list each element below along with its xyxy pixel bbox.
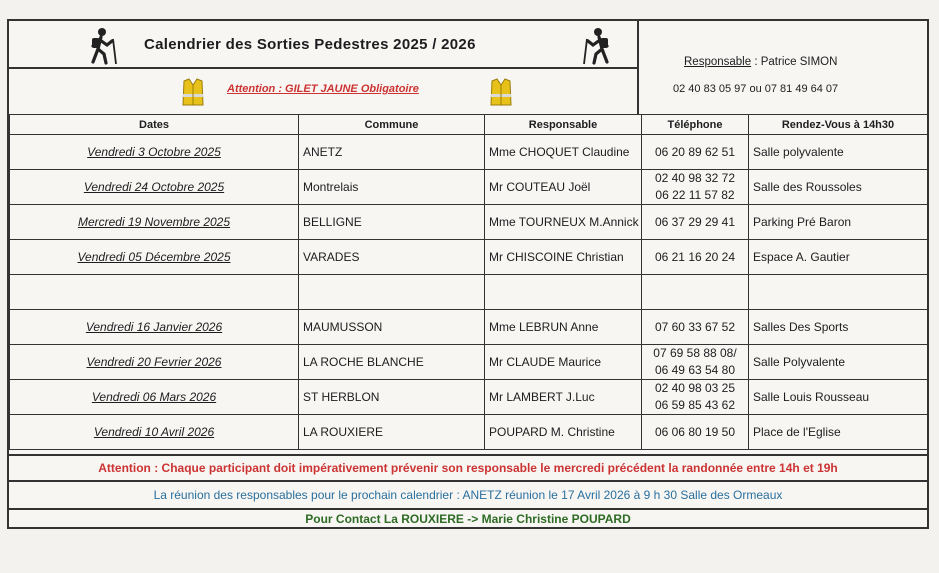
responsable-label: Responsable (684, 56, 752, 68)
col-header-rendez-vous: Rendez-Vous à 14h30 (749, 115, 928, 135)
commune-cell: BELLIGNE (299, 205, 485, 240)
telephone-line: 06 37 29 29 41 (654, 214, 736, 229)
telephone-cell (642, 170, 749, 205)
responsable-cell: Mr COUTEAU Joël (485, 170, 642, 205)
table-row (10, 135, 928, 170)
commune-cell: Montrelais (299, 170, 485, 205)
col-header-dates: Dates (10, 115, 299, 135)
responsable-cell: Mme CHOQUET Claudine (485, 135, 642, 170)
responsable-line (684, 56, 837, 68)
footer-attention: Attention : Chaque participant doit impérativement prévenir son responsable le mercredi précédent la randonnée entre 14h et 19h (9, 454, 927, 480)
rendez-vous-cell: Salle Louis Rousseau (749, 380, 928, 415)
telephone-cell (642, 240, 749, 275)
col-header-telephone: Téléphone (642, 115, 749, 135)
responsable-phone: 02 40 83 05 97 ou 07 81 49 64 07 (673, 83, 839, 95)
table-row (10, 345, 928, 380)
responsable-name: : Patrice SIMON (751, 56, 838, 68)
header-right (639, 21, 927, 114)
telephone-cell (642, 205, 749, 240)
footer-reunion: La réunion des responsables pour le prochain calendrier : ANETZ réunion le 17 Avril 2026 à 9 h 30 Salle des Ormeaux (9, 480, 927, 508)
rendez-vous-cell: Salle des Roussoles (749, 170, 928, 205)
date-cell: Vendredi 06 Mars 2026 (10, 380, 299, 415)
responsable-cell (485, 275, 642, 310)
telephone-cell (642, 135, 749, 170)
table-row (10, 380, 928, 415)
rendez-vous-cell: Salle polyvalente (749, 135, 928, 170)
responsable-cell: Mr CLAUDE Maurice (485, 345, 642, 380)
table-row (10, 415, 928, 450)
telephone-line: 02 40 98 03 25 (654, 381, 736, 395)
rendez-vous-cell: Place de l'Eglise (749, 415, 928, 450)
date-cell: Vendredi 24 Octobre 2025 (10, 170, 299, 205)
table-row (10, 310, 928, 345)
page-title: Calendrier des Sorties Pedestres 2025 / 2026 (144, 36, 476, 53)
telephone-line: 06 20 89 62 51 (654, 144, 736, 159)
responsable-cell: Mme TOURNEUX M.Annick (485, 205, 642, 240)
table-row (10, 240, 928, 275)
telephone-cell (642, 415, 749, 450)
table-header-row (10, 115, 928, 135)
commune-cell: MAUMUSSON (299, 310, 485, 345)
responsable-cell: Mme LEBRUN Anne (485, 310, 642, 345)
date-cell (10, 275, 299, 310)
telephone-cell (642, 345, 749, 380)
rendez-vous-cell: Espace A. Gautier (749, 240, 928, 275)
date-cell: Vendredi 10 Avril 2026 (10, 415, 299, 450)
telephone-line: 02 40 98 32 72 (654, 171, 736, 185)
table-row (10, 205, 928, 240)
date-cell: Vendredi 05 Décembre 2025 (10, 240, 299, 275)
telephone-line: 07 60 33 67 52 (654, 319, 736, 334)
yellow-vest-icon (181, 77, 205, 107)
attention-row (9, 69, 639, 114)
rendez-vous-cell: Parking Pré Baron (749, 205, 928, 240)
calendar-table (9, 114, 928, 450)
attention-text: Attention : GILET JAUNE Obligatoire (227, 83, 419, 95)
col-header-responsable: Responsable (485, 115, 642, 135)
date-cell: Vendredi 16 Janvier 2026 (10, 310, 299, 345)
hiker-icon (87, 27, 119, 65)
rendez-vous-cell: Salle Polyvalente (749, 345, 928, 380)
title-row (9, 21, 639, 69)
telephone-line: 06 59 85 43 62 (654, 398, 736, 412)
date-cell: Vendredi 3 Octobre 2025 (10, 135, 299, 170)
telephone-line: 07 69 58 88 08/ (653, 346, 737, 360)
table-row (10, 170, 928, 205)
date-cell: Vendredi 20 Fevrier 2026 (10, 345, 299, 380)
calendar-sheet (7, 19, 929, 529)
telephone-line: 06 49 63 54 80 (654, 363, 736, 377)
telephone-cell (642, 275, 749, 310)
col-header-commune: Commune (299, 115, 485, 135)
rendez-vous-cell: Salles Des Sports (749, 310, 928, 345)
date-cell: Mercredi 19 Novembre 2025 (10, 205, 299, 240)
telephone-cell (642, 380, 749, 415)
header-left (9, 21, 639, 114)
commune-cell: LA ROUXIERE (299, 415, 485, 450)
telephone-line: 06 06 80 19 50 (654, 424, 736, 439)
telephone-line: 06 21 16 20 24 (654, 249, 736, 264)
commune-cell: ST HERBLON (299, 380, 485, 415)
commune-cell (299, 275, 485, 310)
yellow-vest-icon (489, 77, 513, 107)
commune-cell: LA ROCHE BLANCHE (299, 345, 485, 380)
table-row (10, 275, 928, 310)
responsable-cell: POUPARD M. Christine (485, 415, 642, 450)
telephone-line: 06 22 11 57 82 (655, 188, 735, 202)
hiker-icon (581, 27, 613, 65)
footer-contact: Pour Contact La ROUXIERE -> Marie Christine POUPARD (9, 508, 927, 529)
responsable-cell: Mr LAMBERT J.Luc (485, 380, 642, 415)
rendez-vous-cell (749, 275, 928, 310)
commune-cell: VARADES (299, 240, 485, 275)
telephone-cell (642, 310, 749, 345)
responsable-cell: Mr CHISCOINE Christian (485, 240, 642, 275)
commune-cell: ANETZ (299, 135, 485, 170)
